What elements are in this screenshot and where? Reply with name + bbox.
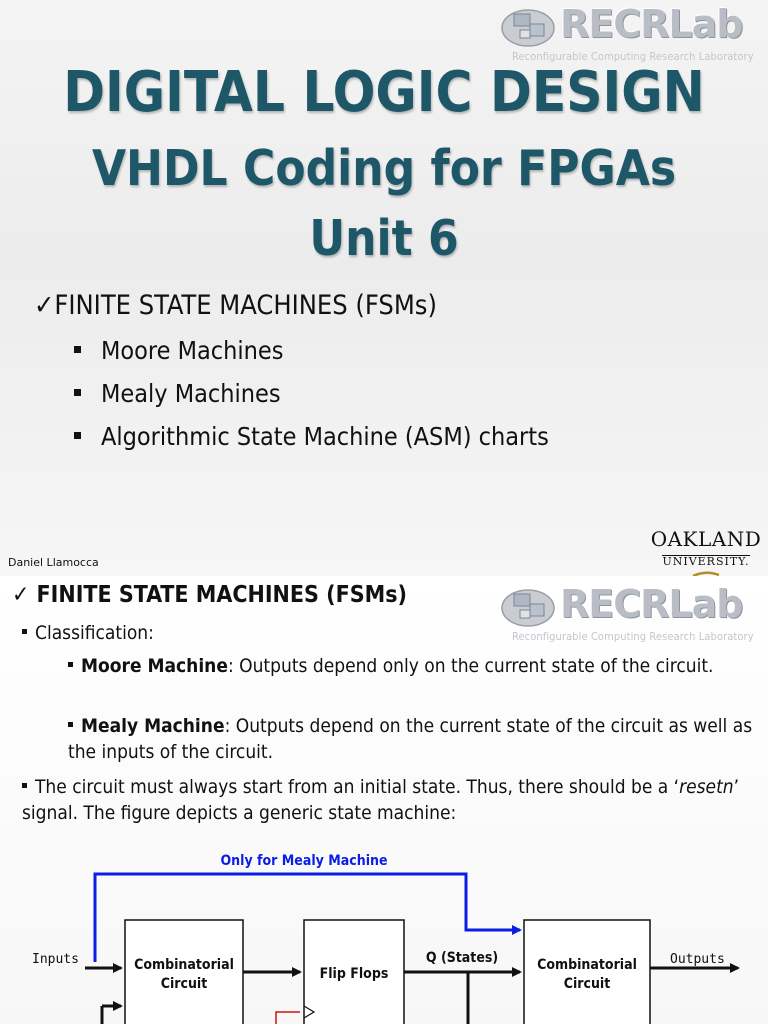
block3-line2: Circuit — [563, 976, 611, 992]
block3-line1: Combinatorial — [537, 957, 637, 973]
classification-item — [22, 620, 154, 646]
recrlab-wordmark: RECRLab — [560, 582, 743, 626]
moore-term: Moore Machine — [81, 655, 228, 677]
recrlab-badge-icon — [500, 4, 556, 48]
title-line-1: DIGITAL LOGIC DESIGN — [63, 60, 705, 125]
recrlab-logo — [500, 580, 762, 644]
mealy-description: : Outputs depend on the current state of the circuit as well as the inputs of the circuit. — [68, 715, 753, 763]
mealy-term: Mealy Machine — [81, 715, 225, 737]
bullet-item — [74, 336, 283, 365]
block1-line1: Combinatorial — [134, 957, 234, 973]
recrlab-wordmark: RECRLab — [560, 2, 743, 46]
bullet-square-icon — [68, 722, 73, 727]
recrlab-subtitle: Reconfigurable Computing Research Laboratory — [512, 630, 754, 643]
start-text-a: The circuit must always start from an initial state. Thus, there should be a ‘ — [35, 776, 680, 798]
block2-label: Flip Flops — [319, 966, 389, 982]
clock-line — [276, 1012, 300, 1024]
moore-description: : Outputs depend only on the current state of the circuit. — [227, 655, 714, 677]
start-text-b: ’ signal. The figure depicts a generic state machine: — [22, 776, 740, 824]
bullet-item — [74, 422, 549, 451]
bullet-square-icon — [22, 783, 27, 788]
title-line-3: Unit 6 — [309, 210, 459, 267]
bullet-square-icon — [68, 662, 73, 667]
states-label: Q (States) — [425, 950, 499, 966]
author-name: Daniel Llamocca — [8, 556, 99, 569]
bullet-item — [74, 379, 281, 408]
classification-label: Classification: — [35, 622, 154, 644]
bullet-square-icon — [74, 346, 81, 353]
block1-line2: Circuit — [160, 976, 208, 992]
topic-heading: ✓FINITE STATE MACHINES (FSMs) — [34, 290, 437, 321]
oakland-logo — [650, 528, 762, 576]
mealy-only-label: Only for Mealy Machine — [220, 853, 388, 869]
mealy-item — [68, 713, 758, 765]
bullet-text: Mealy Machines — [101, 379, 281, 408]
bullet-text: Moore Machines — [101, 336, 284, 365]
moore-item — [68, 653, 758, 679]
fsm-heading: ✓ FINITE STATE MACHINES (FSMs) — [12, 582, 407, 608]
recrlab-badge-icon — [500, 584, 556, 628]
oakland-wordmark: OAKLAND — [650, 527, 762, 551]
bullet-text: Algorithmic State Machine (ASM) charts — [101, 422, 549, 451]
resetn-signal: resetn — [679, 776, 734, 798]
slide-2 — [0, 576, 768, 1024]
start-state-item — [22, 774, 762, 826]
bullet-square-icon — [74, 432, 81, 439]
recrlab-subtitle: Reconfigurable Computing Research Laboratory — [512, 50, 754, 63]
state-machine-diagram — [0, 846, 768, 1024]
outputs-label: Outputs — [670, 952, 725, 967]
recrlab-logo — [500, 0, 762, 64]
bullet-square-icon — [74, 389, 81, 396]
bullet-square-icon — [22, 629, 27, 634]
inputs-label: Inputs — [32, 952, 79, 967]
title-line-2: VHDL Coding for FPGAs — [91, 140, 677, 197]
university-wordmark: UNIVERSITY. — [662, 555, 750, 568]
